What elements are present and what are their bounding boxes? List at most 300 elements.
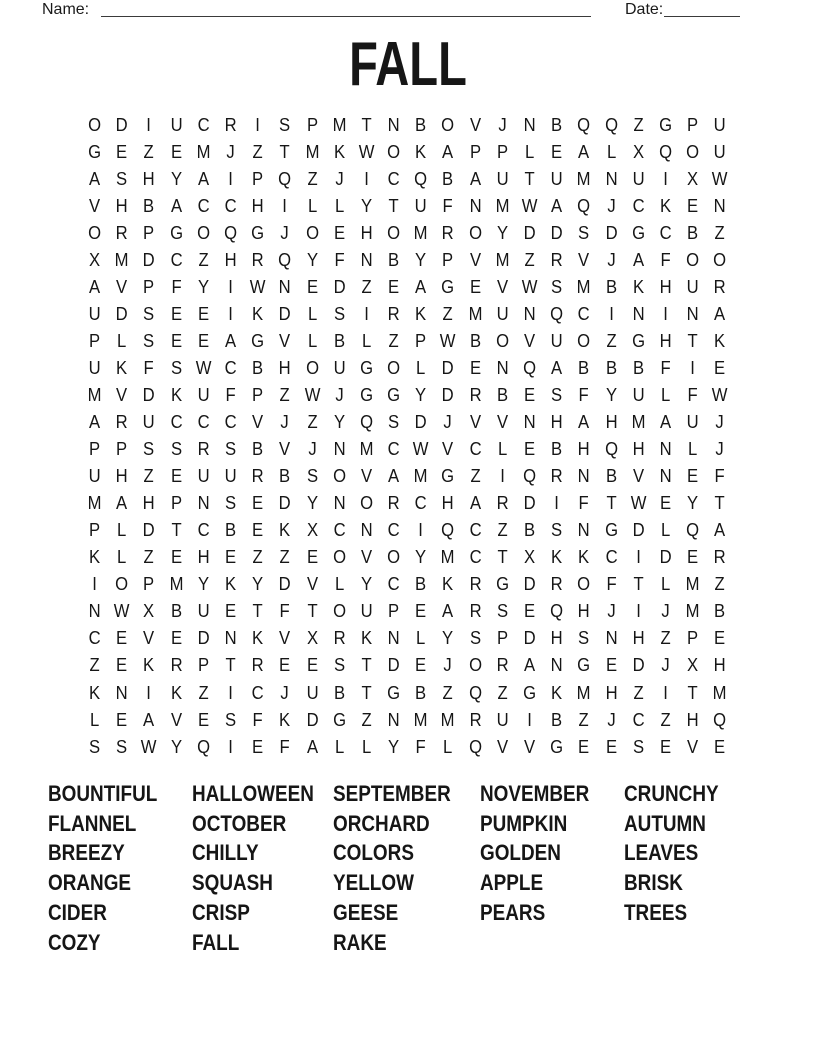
grid-letter: N bbox=[496, 356, 509, 378]
grid-letter: B bbox=[252, 356, 264, 378]
grid-letter: G bbox=[550, 735, 564, 757]
grid-letter: C bbox=[88, 627, 101, 649]
grid-letter: Q bbox=[604, 438, 618, 460]
grid-letter: C bbox=[224, 411, 237, 433]
grid-letter: I bbox=[146, 113, 152, 135]
grid-letter: J bbox=[715, 411, 725, 433]
grid-letter: O bbox=[332, 546, 346, 568]
grid-letter: I bbox=[663, 167, 668, 189]
grid-letter: O bbox=[115, 573, 129, 595]
grid-letter: H bbox=[550, 411, 563, 433]
grid-letter: P bbox=[89, 438, 101, 460]
grid-letter: W bbox=[521, 194, 538, 216]
grid-letter: F bbox=[415, 735, 426, 757]
grid-letter: D bbox=[523, 492, 536, 514]
grid-letter: H bbox=[632, 438, 645, 460]
grid-letter: Z bbox=[198, 248, 209, 270]
grid-letter: S bbox=[551, 275, 563, 297]
grid-letter: J bbox=[715, 438, 725, 460]
grid-letter: N bbox=[686, 302, 699, 324]
grid-letter: U bbox=[496, 167, 509, 189]
grid-letter: N bbox=[387, 708, 400, 730]
grid-letter: D bbox=[197, 627, 210, 649]
grid-letter: L bbox=[416, 356, 426, 378]
grid-letter: K bbox=[170, 383, 182, 405]
grid-letter: F bbox=[171, 275, 182, 297]
grid-letter: V bbox=[279, 627, 291, 649]
grid-letter: K bbox=[442, 573, 454, 595]
grid-letter: L bbox=[660, 383, 671, 405]
grid-letter: W bbox=[412, 438, 429, 460]
grid-letter: W bbox=[521, 275, 538, 297]
grid-letter: G bbox=[441, 275, 455, 297]
grid-letter: P bbox=[388, 600, 400, 622]
grid-letter: D bbox=[442, 356, 455, 378]
grid-letter: T bbox=[361, 654, 372, 676]
grid-letter: Z bbox=[198, 681, 209, 703]
grid-letter: U bbox=[686, 275, 699, 297]
grid-letter: O bbox=[387, 546, 401, 568]
grid-letter: F bbox=[578, 492, 590, 514]
word-list-item: YELLOW bbox=[333, 870, 414, 896]
grid-letter: B bbox=[605, 356, 617, 378]
grid-letter: K bbox=[360, 627, 373, 649]
grid-letter: H bbox=[142, 167, 155, 189]
grid-letter: N bbox=[333, 438, 346, 460]
grid-letter: W bbox=[304, 383, 320, 405]
grid-letter: M bbox=[413, 221, 428, 243]
name-blank-line bbox=[101, 0, 591, 17]
grid-letter: V bbox=[143, 627, 155, 649]
grid-letter: G bbox=[387, 383, 401, 405]
grid-letter: I bbox=[608, 302, 614, 324]
grid-letter: W bbox=[113, 600, 130, 622]
grid-letter: Y bbox=[170, 735, 182, 757]
grid-letter: K bbox=[659, 194, 672, 216]
grid-letter: E bbox=[170, 627, 182, 649]
grid-letter: U bbox=[333, 356, 346, 378]
grid-letter: R bbox=[115, 411, 128, 433]
grid-letter: Z bbox=[606, 329, 617, 351]
grid-letter: Q bbox=[577, 113, 591, 135]
grid-letter: Q bbox=[414, 167, 428, 189]
grid-letter: H bbox=[686, 708, 699, 730]
grid-letter: Z bbox=[361, 275, 372, 297]
grid-letter: C bbox=[333, 519, 346, 541]
grid-letter: G bbox=[441, 465, 455, 487]
grid-letter: Y bbox=[415, 383, 427, 405]
grid-letter: S bbox=[578, 627, 590, 649]
grid-letter: R bbox=[496, 654, 509, 676]
grid-letter: X bbox=[524, 546, 536, 568]
grid-letter: Z bbox=[279, 383, 290, 405]
grid-letter: W bbox=[630, 492, 647, 514]
grid-letter: A bbox=[551, 194, 563, 216]
grid-letter: G bbox=[332, 708, 346, 730]
grid-letter: G bbox=[251, 221, 265, 243]
grid-letter: S bbox=[170, 438, 182, 460]
grid-letter: J bbox=[443, 654, 453, 676]
grid-letter: N bbox=[360, 519, 373, 541]
grid-letter: D bbox=[142, 519, 155, 541]
grid-letter: Z bbox=[633, 681, 644, 703]
grid-letter: B bbox=[524, 519, 536, 541]
grid-letter: P bbox=[170, 492, 182, 514]
grid-letter: Z bbox=[307, 411, 318, 433]
grid-letter: Z bbox=[714, 573, 725, 595]
grid-letter: R bbox=[713, 546, 726, 568]
grid-letter: D bbox=[523, 221, 536, 243]
grid-letter: I bbox=[282, 194, 288, 216]
grid-letter: B bbox=[687, 221, 699, 243]
grid-letter: P bbox=[143, 275, 155, 297]
grid-letter: O bbox=[577, 573, 591, 595]
grid-letter: W bbox=[249, 275, 266, 297]
grid-letter: M bbox=[196, 140, 211, 162]
date-blank-line bbox=[664, 0, 740, 17]
grid-letter: X bbox=[632, 140, 644, 162]
grid-letter: H bbox=[142, 492, 155, 514]
grid-letter: B bbox=[415, 113, 427, 135]
grid-letter: R bbox=[550, 465, 563, 487]
grid-letter: E bbox=[197, 302, 209, 324]
grid-letter: S bbox=[116, 167, 128, 189]
grid-letter: E bbox=[224, 546, 237, 568]
grid-letter: U bbox=[550, 329, 563, 351]
grid-letter: C bbox=[469, 519, 482, 541]
grid-letter: A bbox=[415, 275, 427, 297]
grid-letter: N bbox=[713, 194, 726, 216]
grid-letter: C bbox=[632, 708, 645, 730]
grid-letter: Z bbox=[252, 140, 263, 162]
grid-letter: S bbox=[333, 302, 345, 324]
grid-letter: M bbox=[577, 275, 591, 297]
grid-letter: T bbox=[171, 519, 182, 541]
grid-letter: E bbox=[170, 302, 182, 324]
grid-letter: Q bbox=[441, 519, 455, 541]
grid-letter: K bbox=[551, 681, 563, 703]
grid-letter: L bbox=[524, 140, 535, 162]
grid-letter: N bbox=[659, 438, 672, 460]
grid-letter: G bbox=[169, 221, 183, 243]
grid-letter: S bbox=[224, 708, 237, 730]
word-list-item: PUMPKIN bbox=[480, 810, 568, 836]
grid-letter: A bbox=[143, 708, 155, 730]
grid-letter: M bbox=[413, 465, 428, 487]
word-list-item: HALLOWEEN bbox=[192, 781, 314, 806]
grid-letter: L bbox=[660, 519, 671, 541]
grid-letter: T bbox=[252, 600, 263, 622]
grid-letter: Q bbox=[523, 465, 537, 487]
grid-letter: D bbox=[278, 302, 291, 324]
word-list-column bbox=[624, 779, 734, 928]
grid-letter: E bbox=[415, 654, 427, 676]
grid-letter: Y bbox=[197, 275, 209, 297]
grid-letter: E bbox=[687, 194, 699, 216]
grid-letter: Y bbox=[605, 383, 617, 405]
grid-letter: F bbox=[442, 194, 454, 216]
grid-letter: O bbox=[332, 600, 346, 622]
grid-letter: R bbox=[469, 383, 482, 405]
grid-letter: N bbox=[197, 492, 210, 514]
grid-letter: N bbox=[88, 600, 101, 622]
grid-letter: F bbox=[660, 356, 671, 378]
grid-letter: M bbox=[685, 600, 700, 622]
grid-letter: A bbox=[714, 302, 726, 324]
grid-letter: J bbox=[606, 600, 616, 622]
grid-letter: A bbox=[388, 465, 400, 487]
grid-letter: W bbox=[440, 329, 456, 351]
grid-letter: W bbox=[141, 735, 157, 757]
grid-letter: C bbox=[469, 546, 482, 568]
grid-letter: P bbox=[306, 113, 318, 135]
grid-letter: M bbox=[413, 708, 428, 730]
grid-letter: G bbox=[604, 519, 618, 541]
grid-letter: H bbox=[115, 465, 128, 487]
grid-letter: A bbox=[89, 167, 101, 189]
grid-letter: I bbox=[663, 681, 668, 703]
grid-letter: V bbox=[170, 708, 182, 730]
grid-letter: R bbox=[387, 302, 400, 324]
grid-letter: B bbox=[333, 329, 345, 351]
grid-letter: Q bbox=[196, 735, 210, 757]
word-list-column bbox=[48, 779, 175, 957]
grid-letter: H bbox=[224, 248, 237, 270]
grid-letter: U bbox=[496, 708, 509, 730]
grid-letter: A bbox=[714, 519, 726, 541]
grid-letter: P bbox=[469, 140, 481, 162]
grid-letter: D bbox=[605, 221, 618, 243]
grid-letter: A bbox=[578, 140, 590, 162]
grid-letter: V bbox=[524, 735, 536, 757]
grid-letter: R bbox=[170, 654, 183, 676]
grid-letter: H bbox=[605, 681, 618, 703]
grid-letter: V bbox=[279, 329, 291, 351]
grid-letter: D bbox=[523, 573, 536, 595]
grid-letter: E bbox=[116, 654, 128, 676]
grid-letter: F bbox=[606, 573, 617, 595]
grid-letter: M bbox=[332, 113, 347, 135]
grid-letter: V bbox=[116, 275, 128, 297]
grid-letter: Z bbox=[252, 546, 263, 568]
grid-letter: G bbox=[577, 654, 591, 676]
grid-letter: L bbox=[307, 302, 317, 324]
grid-letter: U bbox=[88, 356, 101, 378]
grid-letter: S bbox=[279, 113, 291, 135]
grid-letter: L bbox=[334, 194, 344, 216]
grid-letter: B bbox=[551, 113, 563, 135]
grid-letter: V bbox=[306, 573, 318, 595]
grid-letter: K bbox=[551, 546, 563, 568]
grid-letter: H bbox=[442, 492, 455, 514]
grid-letter: Q bbox=[550, 302, 564, 324]
grid-letter: N bbox=[360, 248, 373, 270]
grid-letter: E bbox=[252, 492, 264, 514]
grid-letter: E bbox=[252, 735, 264, 757]
grid-letter: U bbox=[496, 302, 509, 324]
grid-letter: U bbox=[197, 600, 210, 622]
grid-letter: N bbox=[333, 492, 346, 514]
grid-letter: M bbox=[712, 681, 727, 703]
grid-letter: N bbox=[523, 411, 536, 433]
grid-letter: C bbox=[387, 573, 400, 595]
grid-letter: D bbox=[115, 302, 128, 324]
grid-letter: E bbox=[170, 465, 182, 487]
grid-letter: Q bbox=[468, 681, 482, 703]
grid-letter: B bbox=[224, 519, 237, 541]
grid-letter: M bbox=[359, 438, 374, 460]
grid-letter: K bbox=[632, 275, 644, 297]
grid-letter: Y bbox=[388, 735, 400, 757]
grid-letter: C bbox=[414, 492, 427, 514]
grid-letter: C bbox=[170, 248, 183, 270]
grid-letter: K bbox=[224, 573, 237, 595]
grid-letter: Z bbox=[143, 546, 155, 568]
grid-letter: E bbox=[116, 140, 128, 162]
grid-letter: K bbox=[252, 302, 264, 324]
grid-letter: K bbox=[415, 302, 427, 324]
grid-letter: J bbox=[280, 221, 290, 243]
grid-letter: B bbox=[605, 275, 617, 297]
grid-letter: E bbox=[306, 654, 318, 676]
grid-letter: A bbox=[442, 600, 454, 622]
grid-letter: I bbox=[228, 167, 233, 189]
grid-letter: W bbox=[712, 383, 728, 405]
grid-letter: Z bbox=[497, 519, 508, 541]
grid-letter: P bbox=[143, 573, 155, 595]
grid-letter: M bbox=[495, 248, 510, 270]
grid-letter: I bbox=[92, 573, 97, 595]
grid-letter: U bbox=[713, 113, 726, 135]
grid-letter: J bbox=[226, 140, 235, 162]
grid-letter: R bbox=[496, 492, 509, 514]
grid-letter: C bbox=[387, 438, 400, 460]
grid-letter: H bbox=[605, 411, 618, 433]
grid-letter: Z bbox=[660, 708, 671, 730]
grid-letter: O bbox=[332, 465, 346, 487]
grid-letter: I bbox=[228, 681, 233, 703]
grid-letter: G bbox=[359, 356, 373, 378]
grid-letter: P bbox=[197, 654, 209, 676]
grid-letter: V bbox=[360, 465, 373, 487]
grid-letter: G bbox=[631, 329, 645, 351]
grid-letter: C bbox=[251, 681, 264, 703]
grid-letter: N bbox=[523, 302, 536, 324]
grid-letter: V bbox=[496, 735, 508, 757]
grid-letter: L bbox=[606, 140, 616, 162]
word-list-item: ORCHARD bbox=[333, 810, 430, 836]
grid-letter: N bbox=[605, 167, 618, 189]
grid-letter: F bbox=[252, 708, 263, 730]
grid-letter: U bbox=[88, 302, 101, 324]
grid-letter: D bbox=[414, 411, 427, 433]
grid-letter: Y bbox=[442, 627, 454, 649]
grid-letter: C bbox=[577, 302, 590, 324]
grid-letter: D bbox=[550, 221, 563, 243]
grid-letter: H bbox=[713, 654, 726, 676]
name-label: Name: bbox=[42, 1, 90, 18]
grid-letter: L bbox=[361, 329, 372, 351]
grid-letter: C bbox=[469, 438, 482, 460]
grid-letter: B bbox=[143, 194, 155, 216]
grid-letter: E bbox=[687, 465, 699, 487]
grid-letter: D bbox=[632, 654, 645, 676]
grid-letter: O bbox=[88, 221, 102, 243]
grid-letter: M bbox=[305, 140, 320, 162]
word-list-item: PEARS bbox=[480, 899, 546, 925]
grid-letter: L bbox=[307, 194, 317, 216]
grid-letter: D bbox=[442, 383, 455, 405]
grid-letter: V bbox=[524, 329, 536, 351]
grid-letter: F bbox=[225, 383, 236, 405]
grid-letter: I bbox=[364, 302, 369, 324]
grid-letter: V bbox=[116, 383, 128, 405]
grid-letter: Y bbox=[687, 492, 699, 514]
grid-letter: N bbox=[278, 275, 291, 297]
grid-letter: A bbox=[578, 411, 590, 433]
grid-letter: U bbox=[142, 411, 155, 433]
grid-letter: L bbox=[443, 735, 453, 757]
letter-grid bbox=[81, 111, 734, 760]
grid-letter: T bbox=[361, 113, 372, 135]
grid-letter: S bbox=[388, 411, 400, 433]
grid-letter: Q bbox=[224, 221, 237, 243]
grid-letter: V bbox=[279, 438, 291, 460]
word-list-item: AUTUMN bbox=[624, 810, 706, 836]
puzzle-title: FALL bbox=[349, 30, 467, 99]
grid-letter: I bbox=[146, 681, 152, 703]
grid-letter: B bbox=[442, 167, 454, 189]
grid-letter: A bbox=[659, 411, 672, 433]
grid-letter: S bbox=[170, 356, 182, 378]
grid-letter: L bbox=[117, 546, 127, 568]
grid-letter: O bbox=[495, 329, 509, 351]
word-list-item: NOVEMBER bbox=[480, 781, 590, 806]
grid-letter: L bbox=[334, 735, 344, 757]
grid-letter: S bbox=[496, 600, 508, 622]
grid-letter: U bbox=[686, 411, 699, 433]
grid-letter: O bbox=[305, 221, 319, 243]
grid-letter: E bbox=[306, 546, 318, 568]
grid-letter: K bbox=[170, 681, 182, 703]
grid-letter: L bbox=[361, 735, 372, 757]
grid-letter: E bbox=[415, 600, 427, 622]
grid-letter: Z bbox=[143, 465, 155, 487]
grid-letter: P bbox=[415, 329, 427, 351]
grid-letter: K bbox=[116, 356, 128, 378]
grid-letter: B bbox=[415, 681, 427, 703]
grid-letter: T bbox=[225, 654, 236, 676]
grid-letter: B bbox=[415, 573, 427, 595]
grid-letter: A bbox=[469, 492, 481, 514]
grid-letter: O bbox=[468, 221, 482, 243]
grid-letter: U bbox=[713, 140, 726, 162]
grid-letter: T bbox=[633, 573, 644, 595]
grid-letter: Y bbox=[360, 194, 373, 216]
grid-letter: V bbox=[469, 113, 481, 135]
grid-letter: P bbox=[496, 627, 508, 649]
grid-letter: N bbox=[605, 627, 618, 649]
grid-letter: V bbox=[252, 411, 264, 433]
grid-letter: N bbox=[387, 113, 400, 135]
grid-letter: J bbox=[606, 708, 616, 730]
grid-letter: J bbox=[280, 681, 290, 703]
grid-letter: O bbox=[387, 140, 401, 162]
grid-letter: W bbox=[195, 356, 212, 378]
grid-letter: T bbox=[714, 492, 725, 514]
grid-letter: I bbox=[527, 708, 532, 730]
grid-letter: B bbox=[496, 383, 508, 405]
